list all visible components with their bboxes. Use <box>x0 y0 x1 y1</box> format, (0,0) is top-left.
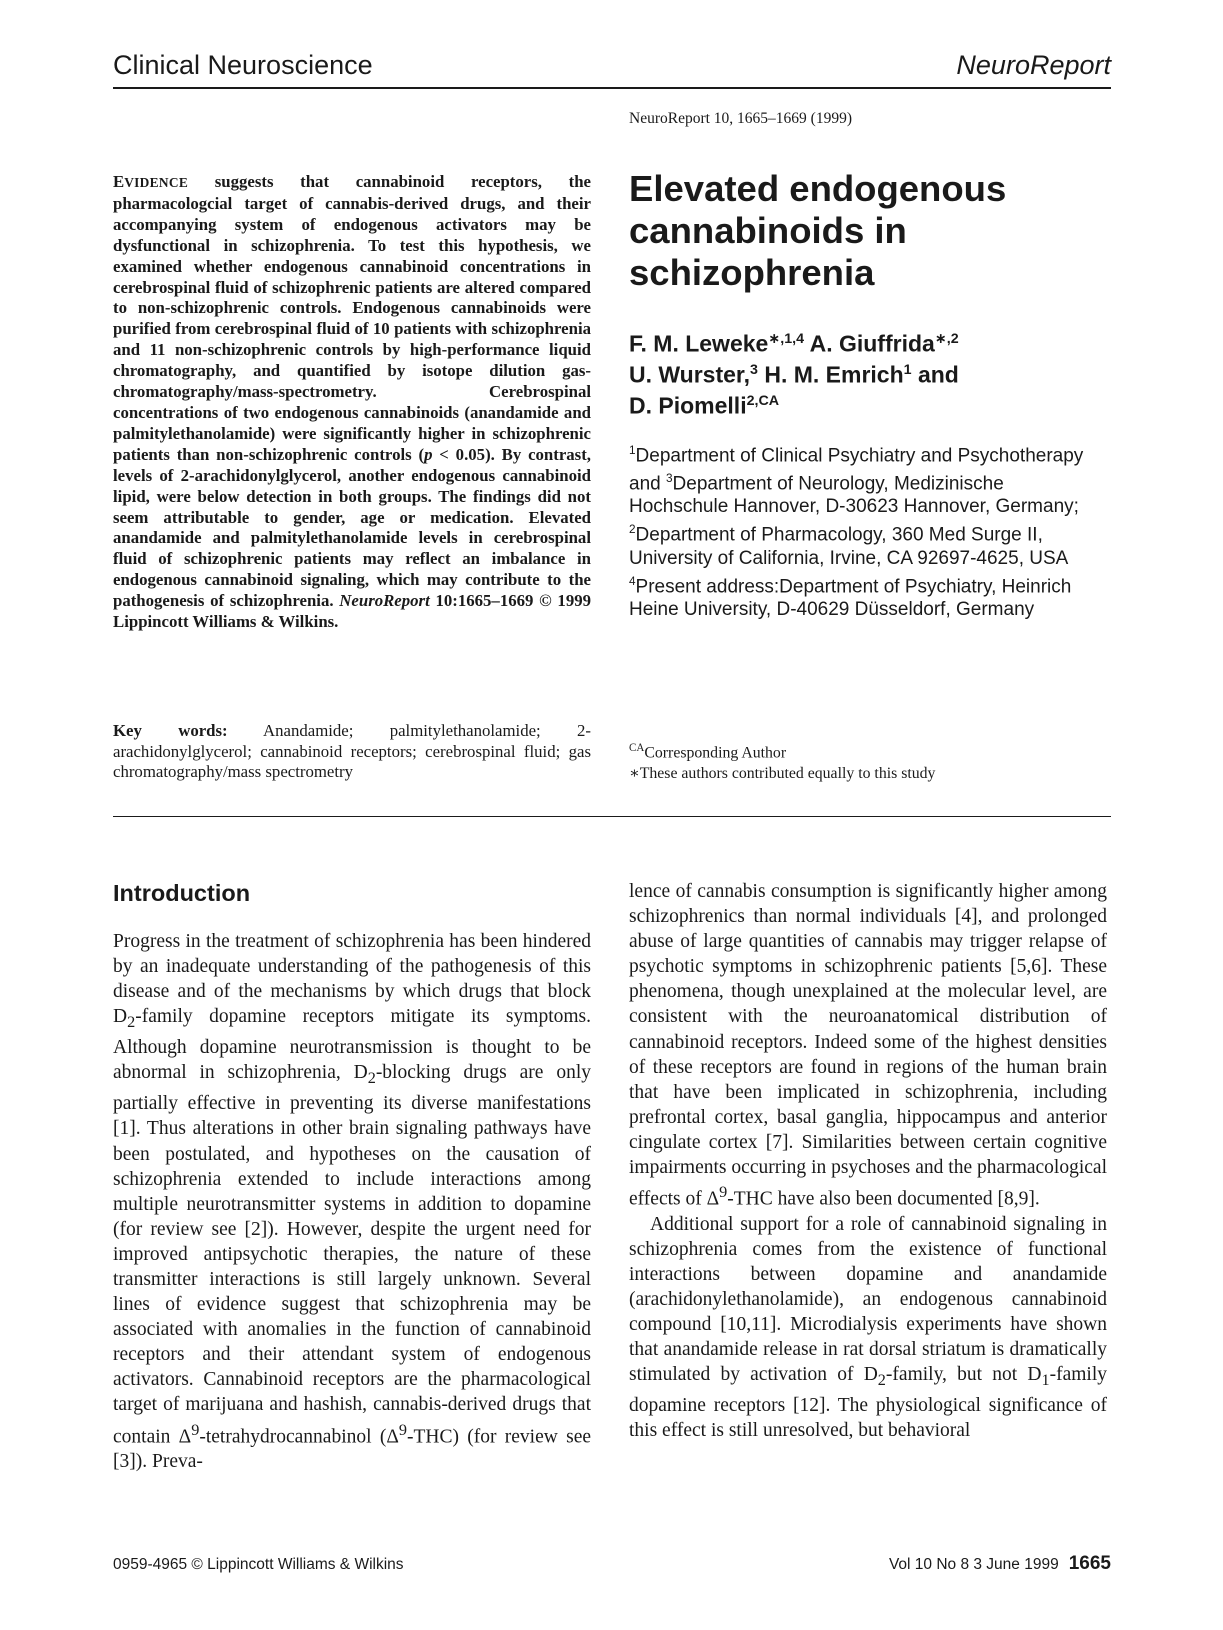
abstract-journal-ref: NeuroReport <box>339 591 430 611</box>
section-heading-introduction: Introduction <box>113 880 251 906</box>
author-affiliation-marker: ∗,2 <box>934 331 959 347</box>
affiliation-text: Present address:Department of Psychiatry, Heinrich Heine University, D-40629 Düsseldorf, Germany <box>629 575 1072 620</box>
citation-line: NeuroReport 10, 1665–1669 (1999) <box>629 110 852 127</box>
author-affiliation-marker: 1 <box>903 362 912 379</box>
running-head-journal: NeuroReport <box>956 50 1111 80</box>
affiliation-text: Department of Clinical Psychiatry and Psychotherapy and <box>629 445 1084 495</box>
subscript: 2 <box>877 1371 886 1390</box>
author-name: A. Giuffrida <box>804 330 935 357</box>
keywords <box>113 721 591 783</box>
footer-copyright: 0959-4965 © Lippincott Williams & Wilkins <box>113 1556 404 1573</box>
author-name: H. M. Emrich <box>757 361 904 388</box>
affiliation-marker: 2 <box>629 523 636 537</box>
body-text: -family dopamine receptors mitigate its symptoms. Although dopamine neurotransmission is thought to be abnormal in schizophrenia, D <box>113 1006 591 1084</box>
author-name: U. Wurster, <box>629 361 750 388</box>
body-text: lence of cannabis consumption is significantly higher among schizophrenics than normal individuals [4], and prolonged abuse of large quantities of cannabis may trigger relapse of psychotic symptoms in schizophrenic patients [5,6]. These phenomena, though unexplained at the molecular level, are consistent with the neuroanatomical distribution of cannabinoid receptors. Indeed some of the highest densities of these receptors are found in regions of the human brain that have been implicated in schizophrenia, including prefrontal cortex, basal ganglia, hippocampus and anterior cingulate cortex [7]. Similarities between certain cognitive impairments occurring in psychoses and the pharmacological effects of Δ <box>629 881 1107 1210</box>
footer-issue-info <box>889 1553 1111 1575</box>
keywords-label: Key words: <box>113 721 228 740</box>
author-conjunction: and <box>911 361 959 388</box>
affiliation-marker: 4 <box>629 574 636 588</box>
body-text: -blocking drugs are only partially effective in preventing its diverse manifestations [1]. Thus alterations in other brain signaling pathways have been postulated, and hypotheses on the causation of schizophrenia extended to include interactions among multiple neurotransmitter systems in addition to dopamine (for review see [2]). However, despite the urgent need for improved antipsychotic therapies, the nature of these transmitter interactions is still largely unknown. Several lines of evidence suggest that schizophrenia may be associated with anomalies in the function of cannabinoid receptors and their attendant system of endogenous activators. Cannabinoid receptors are the pharmacological target of marijuana and hashish, cannabis-derived drugs that contain Δ <box>113 1062 591 1448</box>
corresponding-marker: CA <box>629 742 645 754</box>
affiliation-text: Department of Pharmacology, 360 Med Surge II, University of California, Irvine, CA 92697-4625, USA <box>629 524 1069 569</box>
superscript: 9 <box>398 1420 407 1439</box>
running-head-section: Clinical Neuroscience <box>113 50 373 80</box>
affiliation-marker: 3 <box>665 472 673 486</box>
top-rule-divider <box>113 87 1111 89</box>
body-text: -THC) (for review see [3]). Preva- <box>113 1426 592 1473</box>
equal-contribution-note: ∗These authors contributed equally to this study <box>629 765 936 783</box>
body-text: -tetrahydrocannabinol (Δ <box>199 1426 399 1448</box>
abstract-ref-tail: 10:1665–1669 © 1999 Lippincott Williams & Wilkins. <box>113 591 591 632</box>
abstract-p-value: < 0.05 <box>432 444 486 464</box>
superscript: 9 <box>719 1183 728 1202</box>
page-number: 1665 <box>1068 1553 1111 1574</box>
author-name: F. M. Leweke <box>629 330 769 357</box>
body-text: -family, but not D <box>885 1364 1042 1386</box>
affiliations <box>629 440 1099 622</box>
affiliation-text: Department of Neurology, Medizinische Hochschule Hannover, D-30623 Hannover, Germany; <box>629 473 1079 518</box>
body-text: -family dopamine receptors [12]. The physiological significance of this effect is still unresolved, but behavioral <box>629 1364 1108 1442</box>
author-affiliation-marker: ∗,1,4 <box>768 331 805 347</box>
author-list <box>629 326 1099 419</box>
body-paragraph <box>629 1212 1107 1444</box>
keywords-text: Anandamide; palmitylethanolamide; 2-arachidonylglycerol; cannabinoid receptors; cerebrospinal fluid; gas chromatography/mass spectrometry <box>113 721 591 781</box>
subscript: 2 <box>127 1013 136 1032</box>
body-text: Progress in the treatment of schizophrenia has been hindered by an inadequate understanding of the pathogenesis of this disease and of the mechanisms by which drugs that block D <box>113 931 591 1028</box>
article-title: Elevated endogenous cannabinoids in schizophrenia <box>629 168 1007 293</box>
body-text: -THC have also been documented [8,9]. <box>727 1188 1040 1210</box>
body-column-left <box>113 929 591 1474</box>
author-notes <box>629 738 1099 784</box>
subscript: 2 <box>367 1069 376 1088</box>
abstract-text: suggests that cannabinoid receptors, the pharmacologcial target of cannabis-derived drugs, and their accompanying system of endogenous activators may be dysfunctional in schizophrenia. To test this hypothesis, we examined whether endogenous cannabinoid concentrations in cerebrospinal fluid of schizophrenic patients are altered compared to non-schizophrenic controls. Endogenous cannabinoids were purified from cerebrospinal fluid of 10 patients with schizophrenia and 11 non-schizophrenic controls by high-performance liquid chromatography, and quantified by isotope dilution gas-chromatography/mass-spectrometry. Cerebrospinal concentrations of two endogenous cannabinoids (anandamide and palmitylethanolamide) were significantly higher in schizophrenic patients than non-schizophrenic controls ( <box>113 172 591 464</box>
abstract-lead-initial: E <box>113 172 125 191</box>
abstract-text-after: ). By contrast, levels of 2-arachidonylglycerol, another endogenous cannabinoid lipid, were below detection in both groups. The findings did not seem attributable to gender, age or medication. Elevated anandamide and palmitylethanolamide levels in cerebrospinal fluid of schizophrenic patients may reflect an imbalance in endogenous cannabinoid signaling, which may contribute to the pathogenesis of schizophrenia. <box>113 444 591 611</box>
corresponding-author-note: Corresponding Author <box>644 744 787 762</box>
subscript: 1 <box>1041 1371 1050 1390</box>
abstract <box>113 172 591 633</box>
body-paragraph <box>113 929 591 1474</box>
body-text: Additional support for a role of cannabinoid signaling in schizophrenia comes from the existence of functional interactions between dopamine and anandamide (arachidonylethanolamide), an endogenous cannabinoid compound [10,11]. Microdialysis experiments have shown that anandamide release in rat dorsal striatum is dramatically stimulated by activation of D <box>629 1213 1107 1386</box>
author-affiliation-marker: 2,CA <box>746 393 780 410</box>
author-name: D. Piomelli <box>629 392 747 419</box>
body-column-right <box>629 879 1107 1443</box>
section-divider <box>113 816 1111 817</box>
abstract-p-symbol: p <box>424 444 433 464</box>
superscript: 9 <box>191 1420 200 1439</box>
author-affiliation-marker: 3 <box>750 362 758 379</box>
footer-volume: Vol 10 No 8 3 June 1999 <box>888 1556 1059 1573</box>
body-paragraph <box>629 879 1107 1212</box>
abstract-lead-smallcaps: VIDENCE <box>124 175 189 190</box>
affiliation-marker: 1 <box>629 444 636 457</box>
